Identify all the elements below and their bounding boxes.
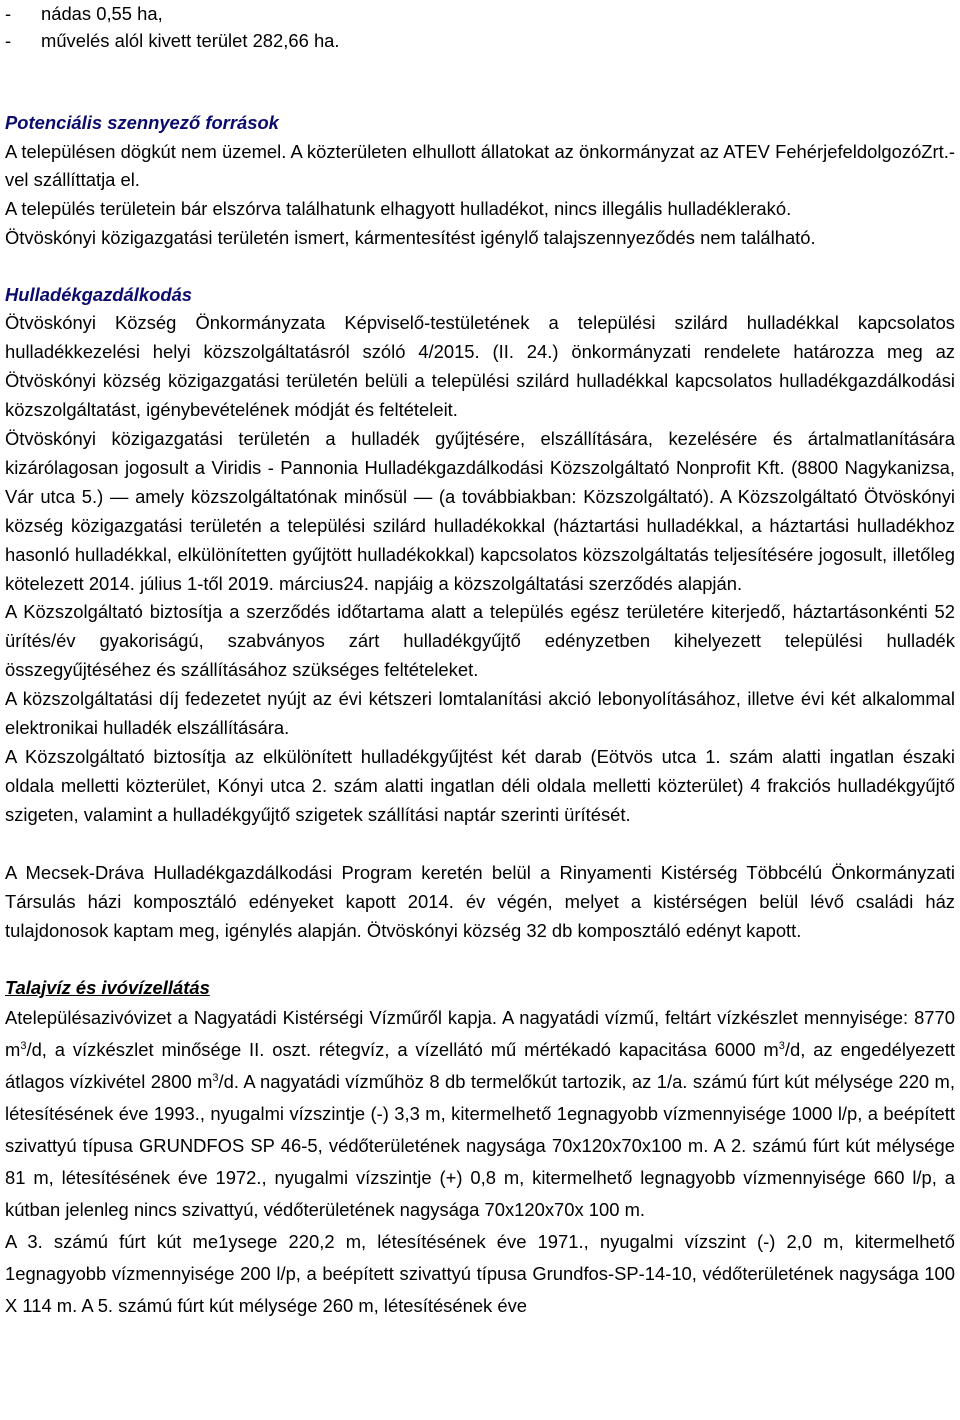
paragraph: Ötvöskónyi közigazgatási területén a hulladék gyűjtésére, elszállítására, kezelésére és ártalmatlanítására kizárólagosan jogosult a Viridis - Pannonia Hulladékgazdálkodási Közszolgáltató Nonprofit Kft. (8800 Nagykanizsa, Vár utca 5.) — amely közszolgáltatónak minősül — (a továbbiakban: Közszolgáltató). A Közszolgáltató Ötvöskónyi község közigazgatási területén a települési szilárd hulladékokkal (háztartási hulladékkal, a háztartási hulladékhoz hasonló hulladékkal, elkülönítetten gyűjtött hulladékokkal) kapcsolatos közszolgáltatás teljesítésére jogosult, illetőleg kötelezett 2014. július 1-től 2019. március24. napjáig a közszolgáltatási szerződés alapján. xyxy=(5,428,955,594)
section-heading: Talajvíz és ivóvízellátás xyxy=(5,977,210,999)
paragraph: A Mecsek-Dráva Hulladékgazdálkodási Program keretén belül a Rinyamenti Kistérség Többcélú Önkormányzati Társulás házi komposztáló edényeket kapott 2014. év végén, melyet a kistérségen belül lévő családi ház tulajdonosok kaptam meg, igénylés alapján. Ötvöskónyi község 32 db komposztáló edényt kapott. xyxy=(5,861,955,941)
section-heading: Potenciális szennyező források xyxy=(5,112,279,133)
paragraph: A település területein bár elszórva találhatunk elhagyott hulladékot, nincs illegális hulladéklerakó. xyxy=(5,198,792,220)
land-use-list xyxy=(5,0,955,54)
paragraph: Ötvöskónyi közigazgatási területén ismert, kármentesítést igénylő talajszennyeződés nem található. xyxy=(5,226,816,248)
list-item: - művelés alól kivett terület 282,66 ha. xyxy=(5,27,955,54)
paragraph: Atelepülésazivóvizet a Nagyatádi Kistérségi Vízműről kapja. A nagyatádi vízmű, feltárt vízkészlet mennyisége: 8770 $m^3/d$, a vízkészlet minősége II. oszt. rétegvíz, a vízellátó mű mértékadó kapacitása 6000 $m^3/d$, az engedélyezett átlagos vízkivétel 2800 $m^3/d$. A nagyatádi vízműhöz 8 db termelőkút tartozik, az 1/a. számú fúrt kút mélysége 220 m, létesítésének éve 1993., nyugalmi vízszintje (-) 3,3 m, kitermelhető 1egnagyobb vízmennyisége 1000 l/p, a beépített szivattyú típusa GRUNDFOS SP 46-5, védőterületének nagysága 70x120x70x100 m. A 2. számú fúrt kút mélysége 81 m, létesítésének éve 1972., nyugalmi vízszintje (+) 0,8 m, kitermelhető legnagyobb vízmennyisége 660 l/p, a kútban jelenleg nincs szivattyú, védőterületének nagysága 70x120x70x 100 m. xyxy=(5,1007,955,1221)
paragraph: Ötvöskónyi Község Önkormányzata Képviselő-testületének a települési szilárd hulladékkal kapcsolatos hulladékkezelési helyi közszolgáltatásról szóló 4/2015. (II. 24.) önkormányzati rendelete határozza meg az Ötvöskónyi község közigazgatási területén belüli a települési szilárd hulladékkal kapcsolatos hulladékgazdálkodási közszolgáltatást, igénybevételének módját és feltételeit. xyxy=(5,312,955,421)
paragraph: A 3. számú fúrt kút me1ysege 220,2 m, létesítésének éve 1971., nyugalmi vízszint (-) 2,0 m, kitermelhető 1egnagyobb vízmennyisége 200 l/p, a beépített szivattyú típusa Grundfos-SP-14-10, védőterületének nagysága 100 X 114 m. A 5. számú fúrt kút mélysége 260 m, létesítésének éve xyxy=(5,1231,955,1317)
pollution-section xyxy=(5,109,955,253)
list-item: - nádas 0,55 ha, xyxy=(5,0,955,27)
water-section xyxy=(5,973,955,1322)
section-heading: Hulladékgazdálkodás xyxy=(5,283,193,305)
compost-section xyxy=(5,859,955,946)
paragraph: A településen dögkút nem üzemel. A közterületen elhullott állatokat az önkormányzat az ATEV FehérjefeldolgozóZrt.-vel szállíttatja el. xyxy=(5,140,955,191)
document-page xyxy=(5,0,955,1322)
paragraph: A közszolgáltatási díj fedezetet nyújt az évi kétszeri lomtalanítási akció lebonyolításához, illetve évi két alkalommal elektronikai hulladék elszállítására. xyxy=(5,688,955,739)
waste-section xyxy=(5,281,955,830)
paragraph: A Közszolgáltató biztosítja az elkülönített hulladékgyűjtést két darab (Eötvös utca 1. szám alatti ingatlan északi oldala melletti közterület, Kónyi utca 2. szám alatti ingatlan déli oldala melletti közterület) 4 frakciós hulladékgyűjtő szigeten, valamint a hulladékgyűjtő szigetek szállítási naptár szerinti ürítését. xyxy=(5,746,955,825)
paragraph: A Közszolgáltató biztosítja a szerződés időtartama alatt a település egész területére kiterjedő, háztartásonkénti 52 ürítés/év gyakoriságú, szabványos zárt hulladékgyűjtő edényzetben kihelyezett települési hulladék összegyűjtéséhez és szállításához szükséges feltételeket. xyxy=(5,601,955,681)
